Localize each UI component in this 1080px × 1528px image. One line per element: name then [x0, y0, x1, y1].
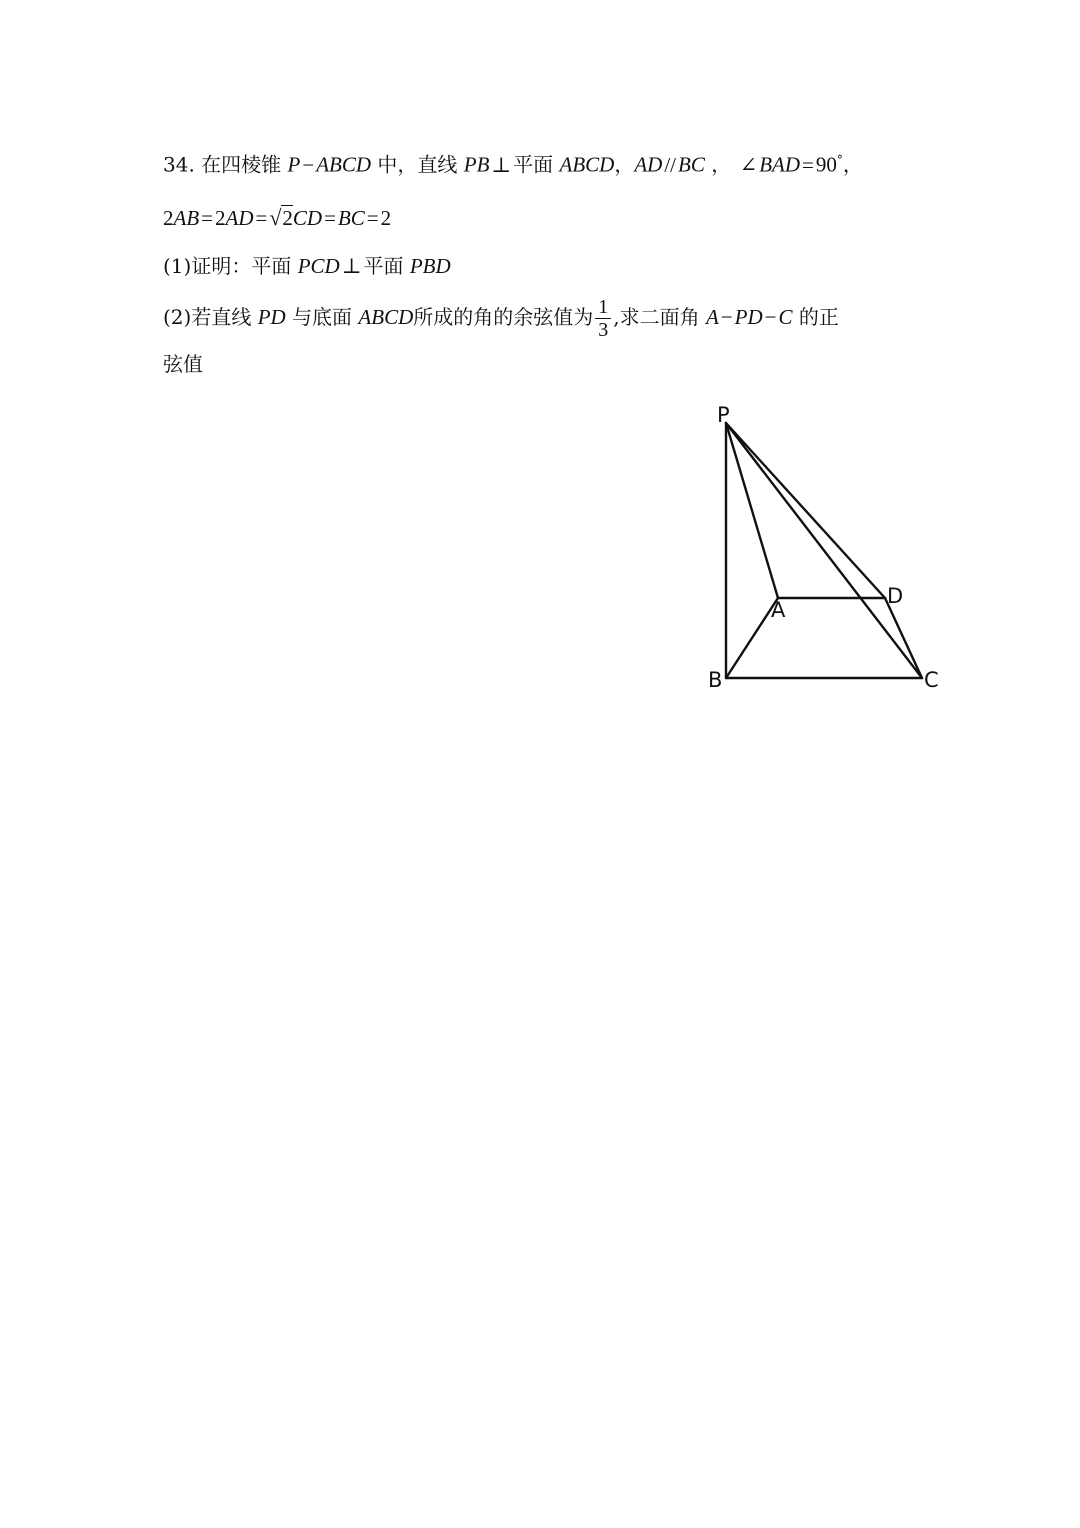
- math-op: =: [201, 206, 213, 230]
- text: ,求二面角: [613, 305, 700, 329]
- text: 的正: [798, 305, 839, 329]
- fraction-numerator: 1: [595, 296, 611, 319]
- math-op: =: [366, 206, 379, 230]
- math-num: 2: [163, 206, 174, 230]
- text: 所成的角的余弦值为: [413, 305, 594, 329]
- vertex-label-a: A: [771, 598, 786, 622]
- math-var: P: [287, 152, 301, 177]
- math-op: ∠: [739, 152, 758, 177]
- math-var: CD: [292, 206, 323, 230]
- text: 中，直线: [377, 152, 458, 177]
- math-op: −: [302, 152, 315, 177]
- problem-line-1: [163, 146, 863, 179]
- text: ，: [614, 152, 635, 177]
- math-var: BC: [678, 152, 705, 177]
- edge-pc: [726, 423, 922, 678]
- math-var: PD: [257, 305, 286, 329]
- math-op: =: [255, 206, 268, 230]
- math-var: ABCD: [358, 305, 414, 329]
- problem-line-2: [163, 204, 391, 233]
- math-var: PB: [463, 152, 490, 177]
- math-var: PBD: [409, 254, 451, 278]
- math-var: ABCD: [316, 152, 372, 177]
- vertex-label-b: B: [708, 668, 723, 692]
- math-var: AD: [634, 152, 663, 177]
- math-num: 90: [815, 152, 837, 177]
- part-2: [163, 296, 839, 341]
- math-op: =: [324, 206, 336, 230]
- part-1: [163, 252, 451, 280]
- math-op: //: [664, 152, 677, 177]
- math-var: ABCD: [559, 152, 615, 177]
- sqrt-expression: [269, 204, 293, 233]
- sqrt-argument: 2: [282, 206, 293, 230]
- text: 与底面: [292, 305, 353, 329]
- part-2-continued: [163, 350, 203, 378]
- degree-mark: °: [836, 153, 843, 167]
- pyramid-figure: [690, 395, 960, 705]
- math-var: C: [778, 305, 793, 329]
- math-op: ⊥: [341, 254, 362, 278]
- math-op: −: [720, 305, 733, 329]
- math-op: ⊥: [491, 152, 512, 177]
- text: ，: [711, 152, 732, 177]
- math-var: BAD: [759, 152, 801, 177]
- math-num: 2: [215, 206, 226, 230]
- math-var: PD: [734, 305, 763, 329]
- math-op: −: [764, 305, 777, 329]
- vertex-label-c: C: [924, 668, 939, 692]
- part-2-label: (2)若直线: [163, 305, 252, 329]
- text: 在四棱锥: [201, 152, 282, 177]
- vertex-label-d: D: [887, 584, 904, 608]
- part-1-label: (1)证明：平面: [163, 254, 292, 278]
- vertex-label-p: P: [717, 403, 730, 427]
- fraction-denominator: 3: [598, 319, 609, 341]
- text: 平面: [513, 152, 554, 177]
- math-var: BC: [337, 206, 365, 230]
- edge-pa: [726, 423, 778, 598]
- text: 弦值: [163, 352, 203, 376]
- text: 平面: [363, 254, 404, 278]
- edge-pd: [726, 423, 885, 598]
- math-var: AB: [173, 206, 200, 230]
- math-var: AD: [225, 206, 254, 230]
- math-num: 2: [380, 206, 392, 230]
- problem-number: 34.: [163, 152, 195, 177]
- math-var: A: [705, 305, 719, 329]
- fraction: [595, 296, 611, 341]
- math-op: =: [802, 152, 814, 177]
- math-var: PCD: [297, 254, 340, 278]
- sqrt-sign: √: [269, 205, 282, 230]
- text: ，: [842, 152, 863, 177]
